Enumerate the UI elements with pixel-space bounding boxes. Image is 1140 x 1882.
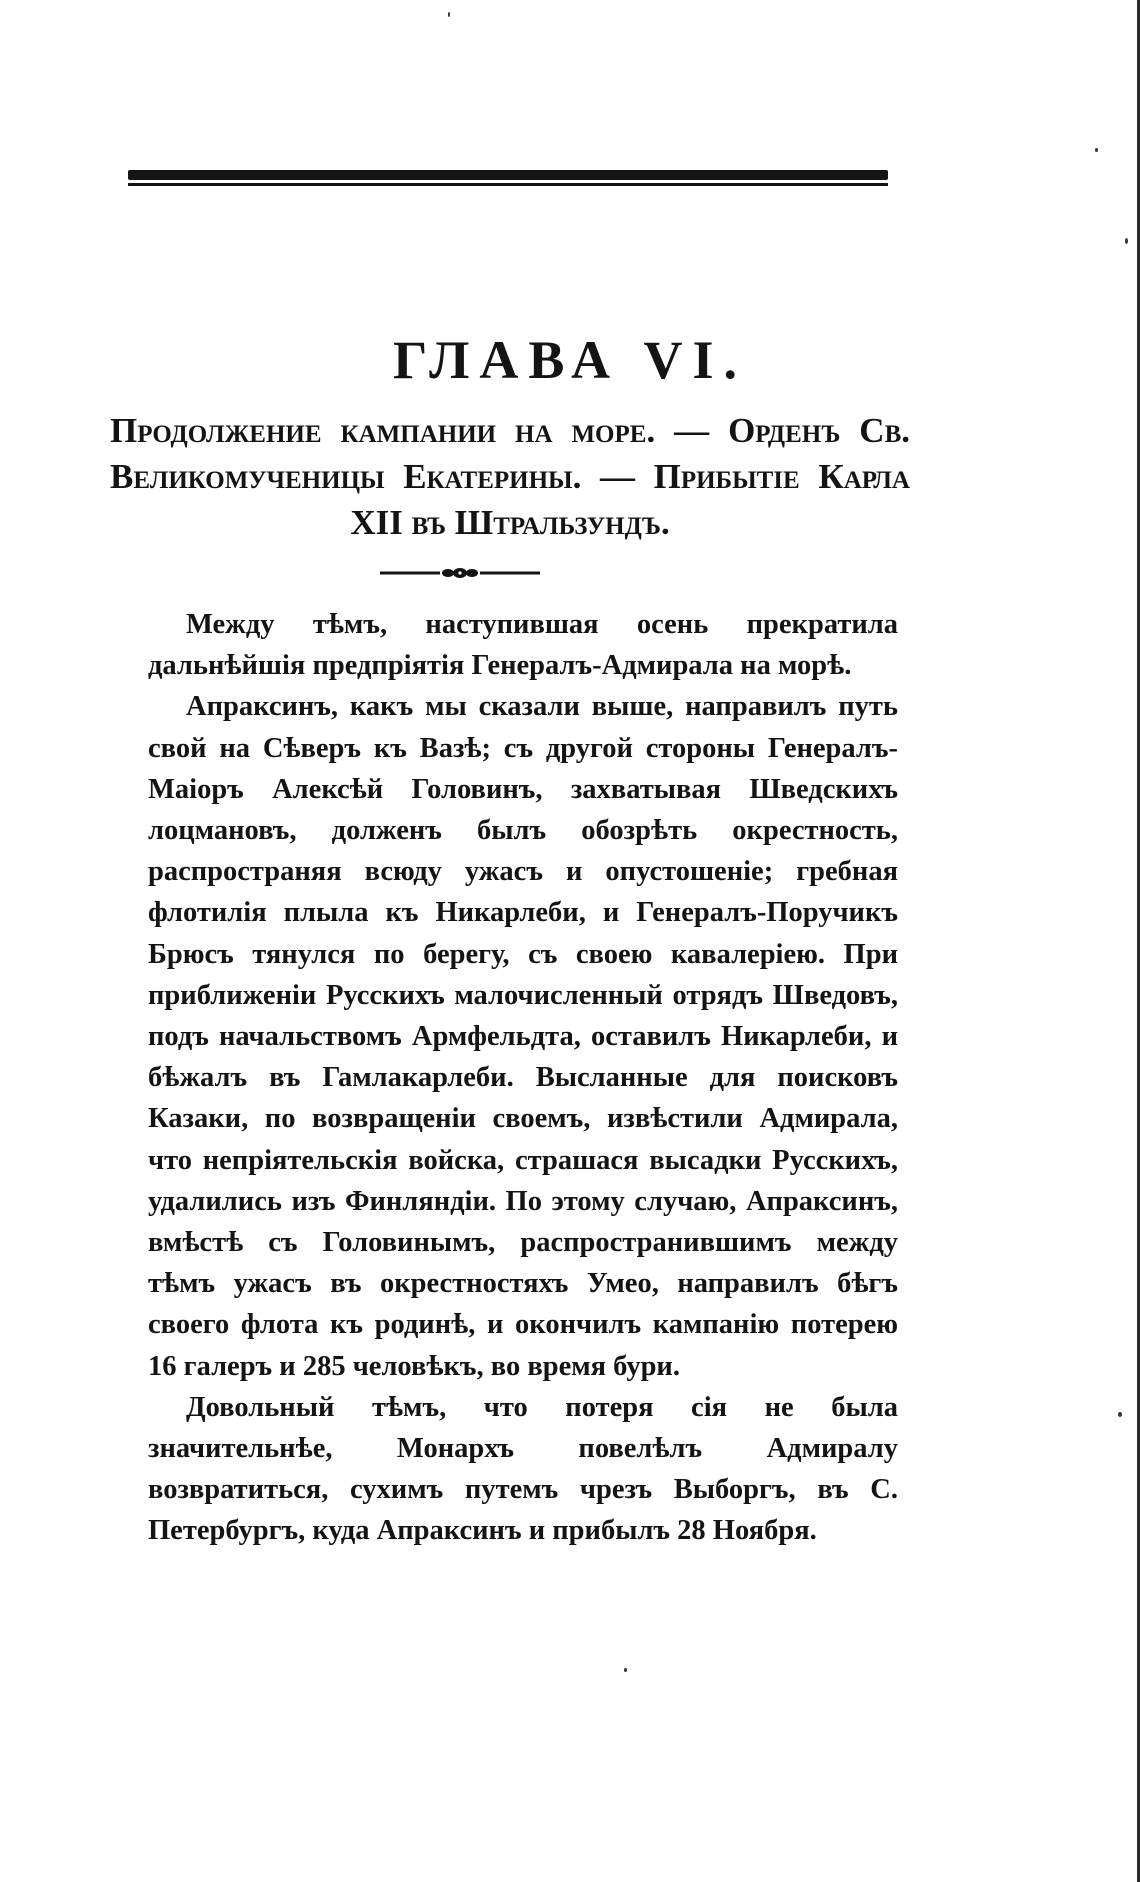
header-rule [128, 170, 888, 188]
scan-speck [1095, 148, 1098, 152]
scan-speck [624, 1668, 627, 1672]
chapter-heading: ГЛАВА VI. [392, 330, 748, 390]
paragraph: Апраксинъ, какъ мы сказали выше, направилъ путь свой на Сѣверъ къ Вазѣ; съ другой стороны Генералъ-Маіоръ Алексѣй Головинъ, захватывая Шведскихъ лоцмановъ, долженъ былъ обозрѣть окрестность, распространяя всюду ужасъ и опустошеніе; гребная флотилія плыла къ Никарлеби, и Генералъ-Поручикъ Брюсъ тянулся по берегу, съ своею кавалеріею. При приближеніи Русскихъ малочисленный отрядъ Шведовъ, подъ начальствомъ Армфельдта, оставилъ Никарлеби, и бѣжалъ въ Гамлакарлеби. Высланные для поисковъ Казаки, по возвращеніи своемъ, извѣстили Адмирала, что непріятельскія войска, страшася высадки Русскихъ, удалились изъ Финляндіи. По этому случаю, Апраксинъ, вмѣстѣ съ Головинымъ, распространившимъ между тѣмъ ужасъ въ окрестностяхъ Умео, направилъ бѣгъ своего флота къ родинѣ, и окончилъ кампанію потерею 16 галеръ и 285 человѣкъ, во время бури. [148, 691, 898, 1382]
ornament-divider [380, 566, 540, 580]
paragraph: Довольный тѣмъ, что потеря сія не была значительнѣе, Монархъ повелѣлъ Адмиралу возвратиться, сухимъ путемъ чрезъ Выборгъ, въ С. Петербургъ, куда Апраксинъ и прибылъ 28 Ноября. [148, 1391, 898, 1547]
scan-speck [1125, 238, 1128, 244]
header-rule-thick [128, 170, 888, 180]
paragraph: Между тѣмъ, наступившая осень прекратила дальнѣйшія предпріятія Генералъ-Адмирала на морѣ. [148, 609, 898, 682]
chapter-summary: Продолжение кампании на море. — Орденъ Св. Великомученицы Екатерины. — Прибытіе Карла XII въ Штральзундъ. [110, 411, 910, 542]
header-rule-thin [128, 183, 888, 186]
scan-speck [448, 12, 450, 17]
scan-speck [1118, 1412, 1122, 1417]
body-text [148, 604, 898, 1552]
